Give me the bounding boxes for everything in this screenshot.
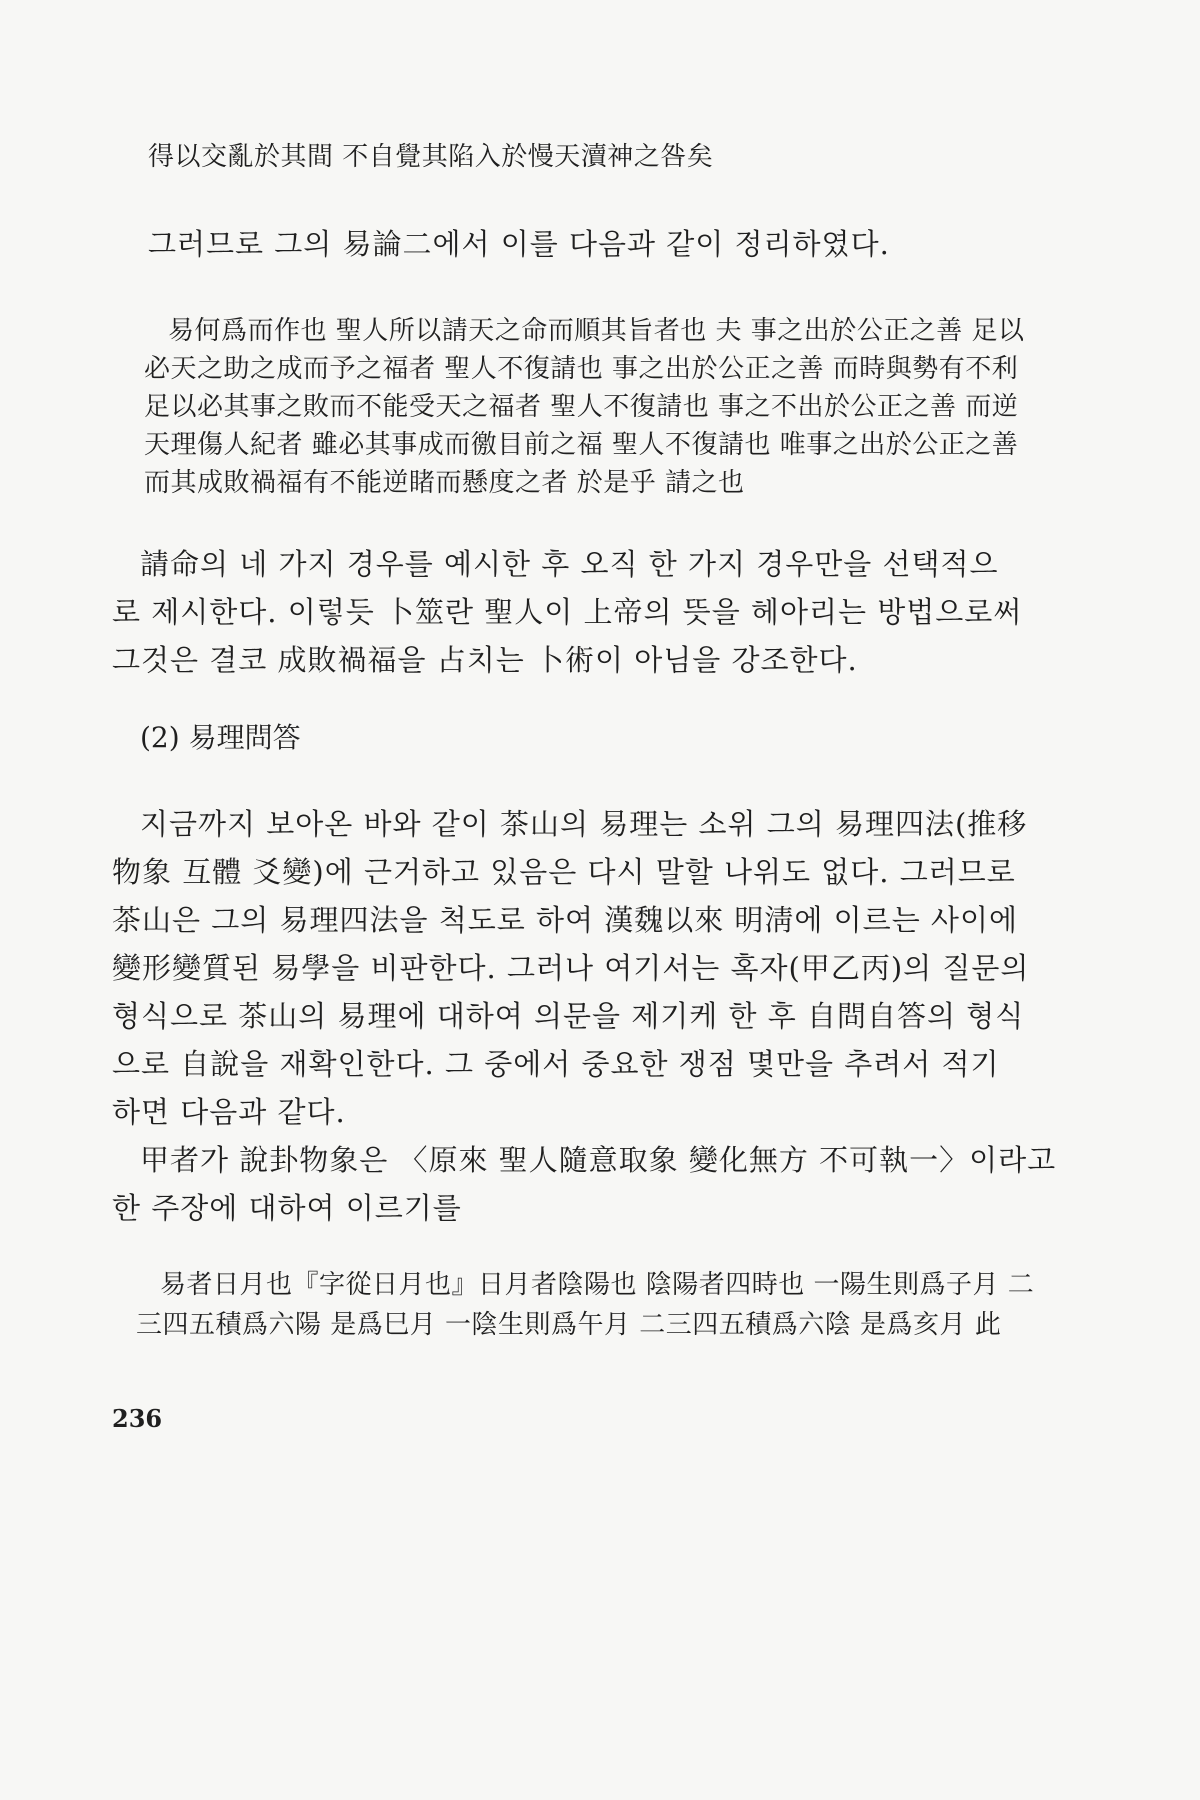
- paragraph-line: 茶山은 그의 易理四法을 척도로 하여 漢魏以來 明淸에 이르는 사이에: [112, 903, 1018, 937]
- paragraph-line: 請命의 네 가지 경우를 예시한 후 오직 한 가지 경우만을 선택적으: [140, 547, 999, 581]
- quote-line: 易者日月也『字從日月也』日月者陰陽也 陰陽者四時也 一陽生則爲子月 二: [160, 1270, 1035, 1300]
- quote-line: 易何爲而作也 聖人所以請天之命而順其旨者也 夫 事之出於公正之善 足以: [168, 316, 1025, 346]
- quote-line: 必天之助之成而予之福者 聖人不復請也 事之出於公正之善 而時與勢有不利: [144, 354, 1019, 384]
- paragraph-line: 로 제시한다. 이렇듯 卜筮란 聖人이 上帝의 뜻을 헤아리는 방법으로써: [112, 595, 1023, 629]
- paragraph-line: 甲者가 說卦物象은 〈原來 聖人隨意取象 變化無方 不可執一〉이라고: [140, 1143, 1057, 1177]
- section-heading: (2) 易理問答: [140, 721, 301, 754]
- paragraph-line: 그러므로 그의 易論二에서 이를 다음과 같이 정리하였다.: [148, 227, 890, 261]
- paragraph-line: 형식으로 茶山의 易理에 대하여 의문을 제기케 한 후 自問自答의 형식: [112, 999, 1025, 1033]
- paragraph-line: 하면 다음과 같다.: [112, 1095, 346, 1129]
- paragraph-line: 으로 自說을 재확인한다. 그 중에서 중요한 쟁점 몇만을 추려서 적기: [112, 1047, 1000, 1081]
- paragraph-line: 物象 互體 爻變)에 근거하고 있음은 다시 말할 나위도 없다. 그러므로: [112, 855, 1016, 889]
- paragraph-line: 한 주장에 대하여 이르기를: [112, 1191, 462, 1225]
- paragraph-line: 지금까지 보아온 바와 같이 茶山의 易理는 소위 그의 易理四法(推移: [140, 807, 1028, 841]
- paragraph-line: 그것은 결코 成敗禍福을 占치는 卜術이 아님을 강조한다.: [112, 643, 858, 677]
- paragraph-line: 變形變質된 易學을 비판한다. 그러나 여기서는 혹자(甲乙丙)의 질문의: [112, 951, 1030, 985]
- page-number: 236: [112, 1404, 163, 1433]
- quote-line: 足以必其事之敗而不能受天之福者 聖人不復請也 事之不出於公正之善 而逆: [144, 392, 1019, 422]
- quote-line: 得以交亂於其間 不自覺其陷入於慢天瀆神之咎矣: [148, 142, 714, 172]
- quote-line: 天理傷人紀者 雖必其事成而徼目前之福 聖人不復請也 唯事之出於公正之善: [144, 430, 1019, 460]
- quote-line: 三四五積爲六陽 是爲巳月 一陰生則爲午月 二三四五積爲六陰 是爲亥月 此: [136, 1310, 1002, 1340]
- quote-line: 而其成敗禍福有不能逆睹而懸度之者 於是乎 請之也: [144, 468, 745, 498]
